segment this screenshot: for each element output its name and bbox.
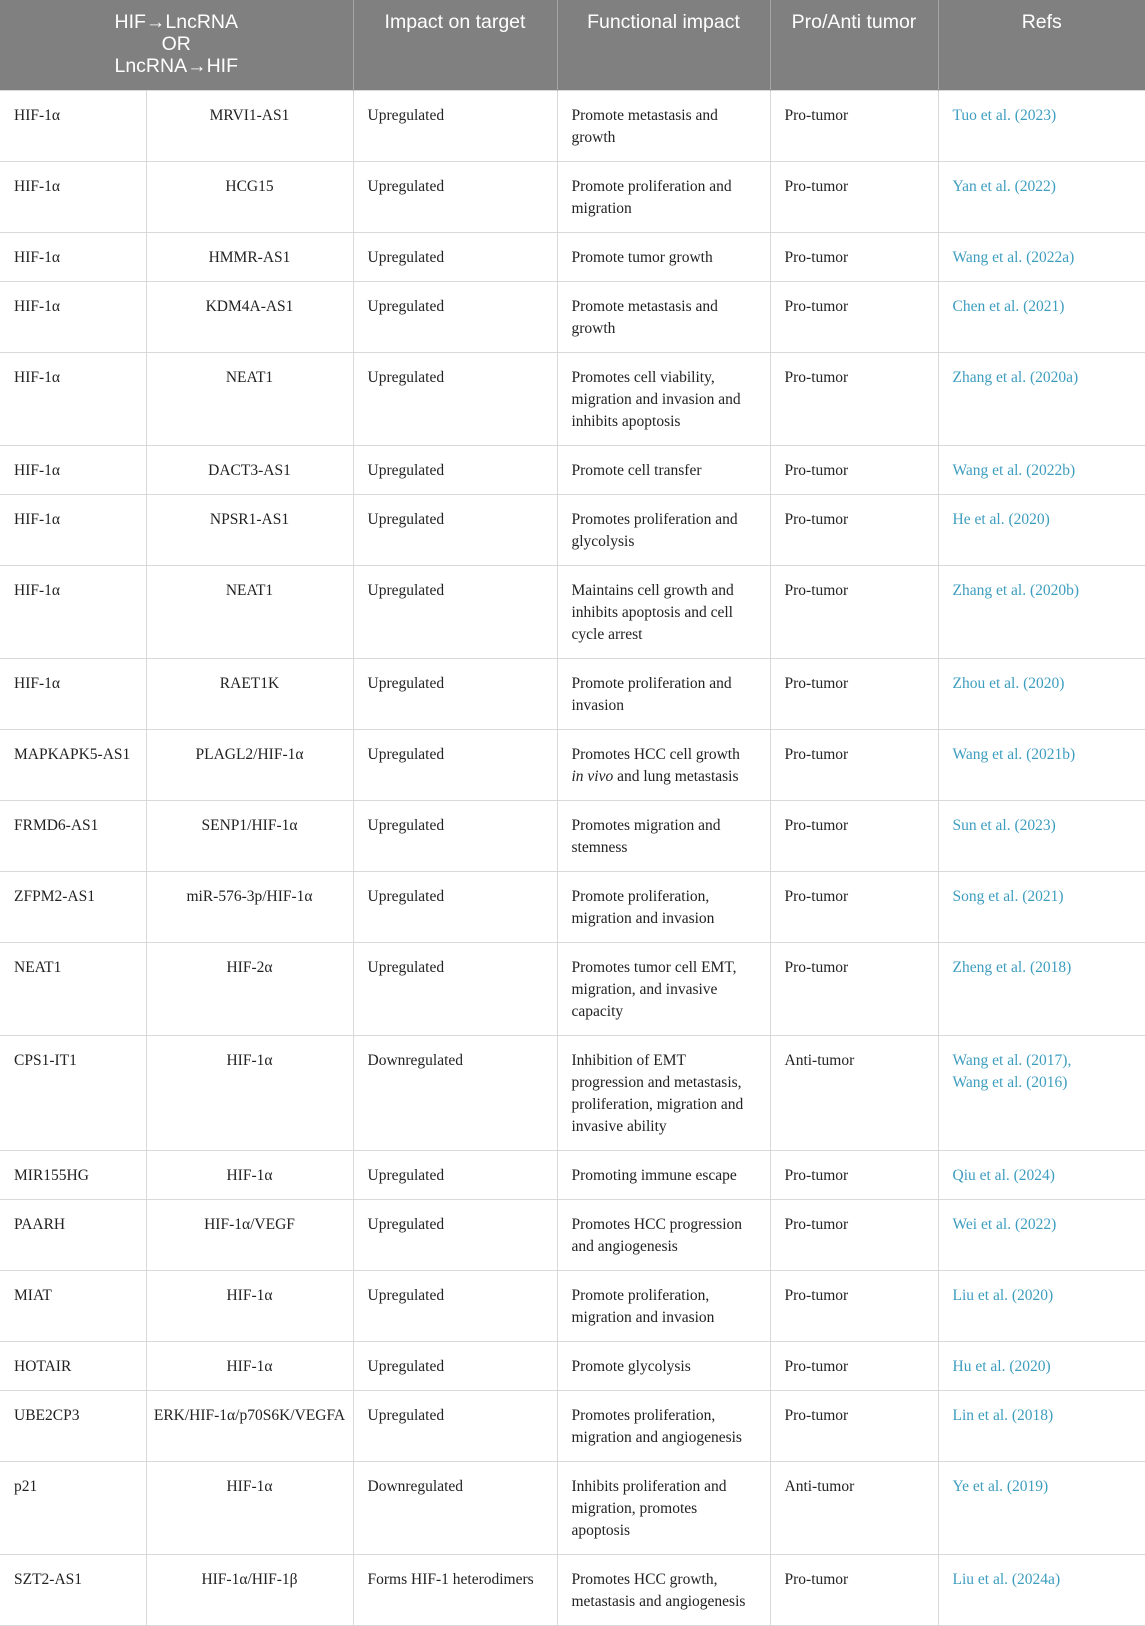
cell-function: Maintains cell growth and inhibits apoptosis and cell cycle arrest: [557, 565, 770, 658]
cell-target: NPSR1-AS1: [146, 494, 353, 565]
cell-role: Pro-tumor: [770, 1150, 938, 1199]
ref-link[interactable]: Zhang et al. (2020a): [952, 368, 1079, 386]
cell-source: p21: [0, 1461, 146, 1554]
cell-role: Pro-tumor: [770, 281, 938, 352]
ref-link[interactable]: Sun et al. (2023): [952, 816, 1056, 834]
table-row: [0, 1035, 1145, 1150]
table-row: [0, 729, 1145, 800]
cell-impact: Downregulated: [353, 1035, 557, 1150]
ref-link[interactable]: Wang et al. (2021b): [952, 745, 1076, 763]
cell-function: Promote proliferation and migration: [557, 161, 770, 232]
cell-refs: [938, 800, 1145, 871]
cell-refs: [938, 161, 1145, 232]
table-row: [0, 90, 1145, 161]
table-row: [0, 942, 1145, 1035]
cell-target: HIF-1α: [146, 1150, 353, 1199]
ref-link[interactable]: Wang et al. (2017),: [952, 1051, 1072, 1069]
cell-source: HIF-1α: [0, 161, 146, 232]
cell-impact: Downregulated: [353, 1461, 557, 1554]
table-row: [0, 1199, 1145, 1270]
cell-function: Promotes migration and stemness: [557, 800, 770, 871]
cell-impact: Upregulated: [353, 90, 557, 161]
cell-target: HIF-1α: [146, 1035, 353, 1150]
cell-role: Pro-tumor: [770, 942, 938, 1035]
ref-link[interactable]: Wang et al. (2022a): [952, 248, 1075, 266]
cell-target: MRVI1-AS1: [146, 90, 353, 161]
cell-function: Promotes tumor cell EMT, migration, and invasive capacity: [557, 942, 770, 1035]
cell-function: Promoting immune escape: [557, 1150, 770, 1199]
table-header: [0, 0, 1145, 90]
ref-link[interactable]: Zheng et al. (2018): [952, 958, 1072, 976]
cell-refs: [938, 1341, 1145, 1390]
table-row: [0, 494, 1145, 565]
ref-link[interactable]: Chen et al. (2021): [952, 297, 1065, 315]
cell-function: Promote proliferation and invasion: [557, 658, 770, 729]
cell-target: KDM4A-AS1: [146, 281, 353, 352]
cell-impact: Upregulated: [353, 352, 557, 445]
cell-source: HIF-1α: [0, 90, 146, 161]
cell-source: HIF-1α: [0, 494, 146, 565]
cell-impact: Upregulated: [353, 871, 557, 942]
cell-refs: [938, 1270, 1145, 1341]
cell-impact: Upregulated: [353, 658, 557, 729]
cell-role: Pro-tumor: [770, 1270, 938, 1341]
cell-function: Promotes proliferation and glycolysis: [557, 494, 770, 565]
ref-link[interactable]: Tuo et al. (2023): [952, 106, 1057, 124]
cell-refs: [938, 1390, 1145, 1461]
cell-target: RAET1K: [146, 658, 353, 729]
cell-refs: [938, 1199, 1145, 1270]
ref-link[interactable]: Wei et al. (2022): [952, 1215, 1057, 1233]
table-row: [0, 281, 1145, 352]
cell-target: HCG15: [146, 161, 353, 232]
cell-refs: [938, 232, 1145, 281]
header-direction-line: OR: [161, 33, 191, 55]
cell-function: Promote cell transfer: [557, 445, 770, 494]
table-row: [0, 658, 1145, 729]
cell-impact: Upregulated: [353, 729, 557, 800]
table-body: [0, 90, 1145, 1625]
cell-refs: [938, 352, 1145, 445]
table-row: [0, 352, 1145, 445]
ref-link[interactable]: Wang et al. (2022b): [952, 461, 1076, 479]
cell-target: HIF-1α/VEGF: [146, 1199, 353, 1270]
cell-role: Pro-tumor: [770, 232, 938, 281]
function-text: and lung metastasis: [613, 767, 739, 785]
ref-link[interactable]: Song et al. (2021): [952, 887, 1064, 905]
cell-source: HIF-1α: [0, 232, 146, 281]
cell-target: HIF-1α: [146, 1461, 353, 1554]
cell-target: HIF-2α: [146, 942, 353, 1035]
cell-refs: [938, 281, 1145, 352]
cell-refs: [938, 445, 1145, 494]
cell-refs: [938, 494, 1145, 565]
cell-source: HIF-1α: [0, 281, 146, 352]
cell-target: PLAGL2/HIF-1α: [146, 729, 353, 800]
cell-impact: Upregulated: [353, 800, 557, 871]
cell-target: NEAT1: [146, 565, 353, 658]
cell-role: Pro-tumor: [770, 1554, 938, 1625]
ref-link[interactable]: Qiu et al. (2024): [952, 1166, 1055, 1184]
cell-role: Pro-tumor: [770, 161, 938, 232]
cell-function: Promote glycolysis: [557, 1341, 770, 1390]
cell-target: NEAT1: [146, 352, 353, 445]
cell-impact: Upregulated: [353, 445, 557, 494]
ref-link[interactable]: Hu et al. (2020): [952, 1357, 1051, 1375]
cell-target: HIF-1α: [146, 1341, 353, 1390]
cell-source: CPS1-IT1: [0, 1035, 146, 1150]
cell-role: Pro-tumor: [770, 729, 938, 800]
cell-source: MAPKAPK5-AS1: [0, 729, 146, 800]
cell-role: Anti-tumor: [770, 1461, 938, 1554]
function-text: Promotes HCC cell growth: [571, 745, 740, 763]
ref-link[interactable]: Liu et al. (2024a): [952, 1570, 1061, 1588]
ref-link[interactable]: Ye et al. (2019): [952, 1477, 1049, 1495]
header-pro-anti-tumor: Pro/Anti tumor: [770, 0, 938, 90]
header-direction-line: HIF→LncRNA: [114, 11, 239, 33]
table-row: [0, 800, 1145, 871]
cell-impact: Forms HIF-1 heterodimers: [353, 1554, 557, 1625]
cell-function: Inhibition of EMT progression and metastasis, proliferation, migration and invasive ability: [557, 1035, 770, 1150]
cell-role: Pro-tumor: [770, 800, 938, 871]
cell-target: ERK/HIF-1α/p70S6K/VEGFA: [146, 1390, 353, 1461]
header-refs: Refs: [938, 0, 1145, 90]
cell-function: Promotes HCC progression and angiogenesis: [557, 1199, 770, 1270]
cell-role: Anti-tumor: [770, 1035, 938, 1150]
cell-target: miR-576-3p/HIF-1α: [146, 871, 353, 942]
table-row: [0, 1270, 1145, 1341]
cell-source: HOTAIR: [0, 1341, 146, 1390]
cell-source: FRMD6-AS1: [0, 800, 146, 871]
cell-target: HIF-1α/HIF-1β: [146, 1554, 353, 1625]
cell-role: Pro-tumor: [770, 565, 938, 658]
cell-impact: Upregulated: [353, 161, 557, 232]
cell-refs: [938, 1150, 1145, 1199]
cell-role: Pro-tumor: [770, 445, 938, 494]
cell-function: Promote tumor growth: [557, 232, 770, 281]
function-italic-text: in vivo: [571, 767, 614, 785]
ref-link[interactable]: Zhou et al. (2020): [952, 674, 1065, 692]
table-row: [0, 161, 1145, 232]
table-row: [0, 1150, 1145, 1199]
cell-function: Promote proliferation, migration and invasion: [557, 871, 770, 942]
header-direction: [0, 0, 353, 90]
cell-role: Pro-tumor: [770, 352, 938, 445]
cell-refs: [938, 942, 1145, 1035]
table-row: [0, 232, 1145, 281]
ref-link[interactable]: He et al. (2020): [952, 510, 1050, 528]
cell-role: Pro-tumor: [770, 1341, 938, 1390]
cell-source: HIF-1α: [0, 445, 146, 494]
cell-refs: [938, 1554, 1145, 1625]
cell-function: Inhibits proliferation and migration, promotes apoptosis: [557, 1461, 770, 1554]
cell-refs: [938, 871, 1145, 942]
cell-impact: Upregulated: [353, 1390, 557, 1461]
cell-role: Pro-tumor: [770, 90, 938, 161]
cell-function: Promotes HCC growth, metastasis and angiogenesis: [557, 1554, 770, 1625]
cell-role: Pro-tumor: [770, 1199, 938, 1270]
cell-target: DACT3-AS1: [146, 445, 353, 494]
cell-source: HIF-1α: [0, 658, 146, 729]
cell-source: MIAT: [0, 1270, 146, 1341]
cell-refs: [938, 90, 1145, 161]
table-row: [0, 1390, 1145, 1461]
cell-source: HIF-1α: [0, 352, 146, 445]
table-row: [0, 1341, 1145, 1390]
cell-function: Promote metastasis and growth: [557, 90, 770, 161]
cell-source: PAARH: [0, 1199, 146, 1270]
cell-source: NEAT1: [0, 942, 146, 1035]
cell-impact: Upregulated: [353, 1199, 557, 1270]
cell-source: SZT2-AS1: [0, 1554, 146, 1625]
cell-refs: [938, 1461, 1145, 1554]
header-functional-impact: Functional impact: [557, 0, 770, 90]
cell-function: Promotes cell viability, migration and invasion and inhibits apoptosis: [557, 352, 770, 445]
cell-impact: Upregulated: [353, 565, 557, 658]
cell-refs: [938, 565, 1145, 658]
cell-role: Pro-tumor: [770, 658, 938, 729]
ref-link[interactable]: Liu et al. (2020): [952, 1286, 1054, 1304]
table-row: [0, 565, 1145, 658]
table-row: [0, 445, 1145, 494]
cell-refs: [938, 658, 1145, 729]
cell-refs: [938, 1035, 1145, 1150]
cell-target: SENP1/HIF-1α: [146, 800, 353, 871]
cell-target: HIF-1α: [146, 1270, 353, 1341]
cell-impact: Upregulated: [353, 1270, 557, 1341]
cell-source: ZFPM2-AS1: [0, 871, 146, 942]
cell-impact: Upregulated: [353, 1341, 557, 1390]
cell-impact: Upregulated: [353, 494, 557, 565]
cell-impact: Upregulated: [353, 942, 557, 1035]
cell-target: HMMR-AS1: [146, 232, 353, 281]
ref-link[interactable]: Lin et al. (2018): [952, 1406, 1054, 1424]
header-direction-line: LncRNA→HIF: [114, 55, 239, 77]
cell-function: [557, 729, 770, 800]
cell-function: Promotes proliferation, migration and angiogenesis: [557, 1390, 770, 1461]
ref-link[interactable]: Zhang et al. (2020b): [952, 581, 1080, 599]
cell-refs: [938, 729, 1145, 800]
table-row: [0, 1554, 1145, 1625]
cell-role: Pro-tumor: [770, 1390, 938, 1461]
cell-source: MIR155HG: [0, 1150, 146, 1199]
cell-impact: Upregulated: [353, 281, 557, 352]
cell-impact: Upregulated: [353, 1150, 557, 1199]
ref-link[interactable]: Yan et al. (2022): [952, 177, 1056, 195]
cell-function: Promote proliferation, migration and invasion: [557, 1270, 770, 1341]
cell-role: Pro-tumor: [770, 494, 938, 565]
cell-function: Promote metastasis and growth: [557, 281, 770, 352]
cell-source: HIF-1α: [0, 565, 146, 658]
cell-impact: Upregulated: [353, 232, 557, 281]
table-row: [0, 1461, 1145, 1554]
cell-source: UBE2CP3: [0, 1390, 146, 1461]
cell-role: Pro-tumor: [770, 871, 938, 942]
header-impact-on-target: Impact on target: [353, 0, 557, 90]
table-row: [0, 871, 1145, 942]
ref-link[interactable]: Wang et al. (2016): [952, 1073, 1068, 1091]
